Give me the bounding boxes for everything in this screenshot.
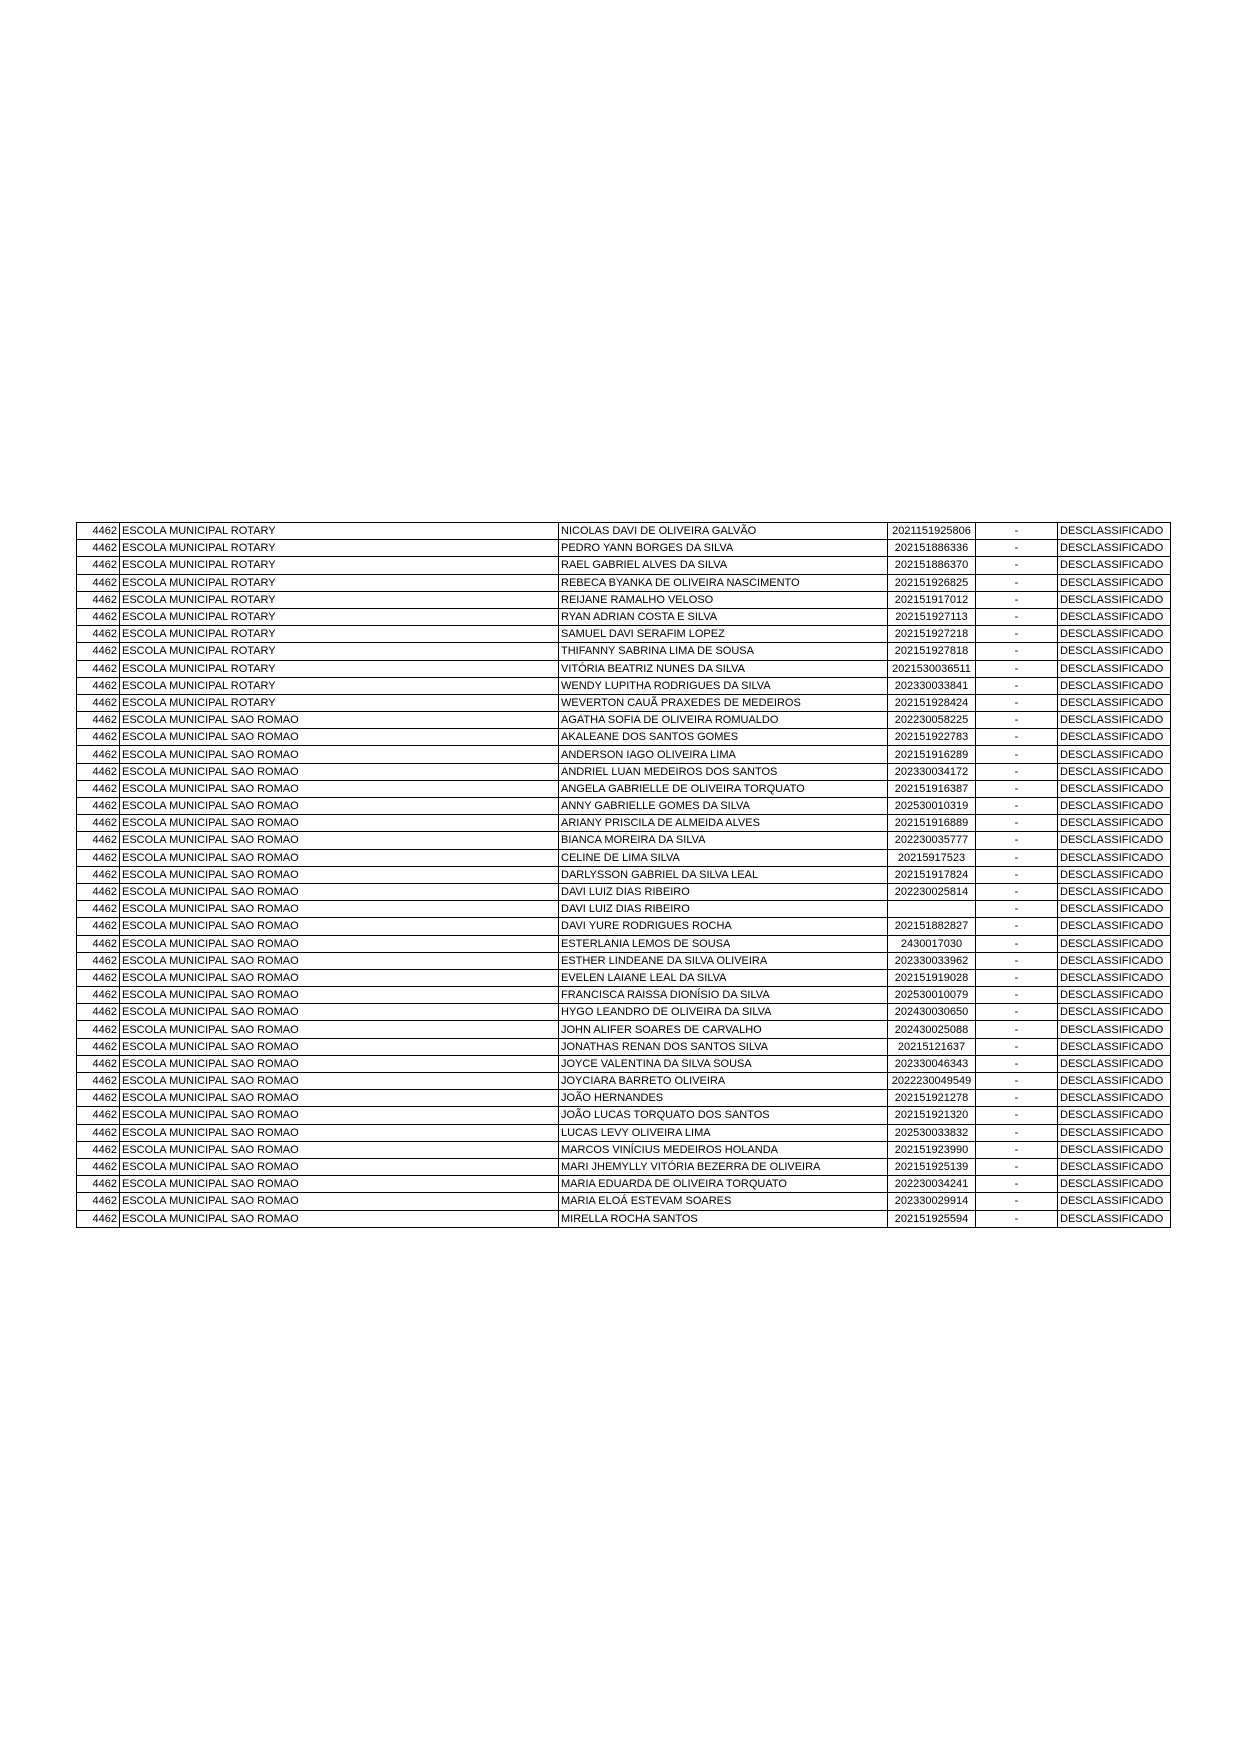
registration-cell: 202151882827: [888, 918, 976, 935]
student-name-cell: DARLYSSON GABRIEL DA SILVA LEAL: [559, 866, 888, 883]
status-cell: DESCLASSIFICADO: [1058, 746, 1171, 763]
school-name-cell: ESCOLA MUNICIPAL SAO ROMAO: [120, 1176, 559, 1193]
registration-cell: 202151927113: [888, 608, 976, 625]
school-name-cell: ESCOLA MUNICIPAL ROTARY: [120, 523, 559, 540]
school-code-cell: 4462: [77, 540, 120, 557]
student-name-cell: THIFANNY SABRINA LIMA DE SOUSA: [559, 643, 888, 660]
school-name-cell: ESCOLA MUNICIPAL SAO ROMAO: [120, 935, 559, 952]
registration-cell: 202151916289: [888, 746, 976, 763]
status-cell: DESCLASSIFICADO: [1058, 952, 1171, 969]
registration-cell: 202151886370: [888, 557, 976, 574]
registration-cell: 2021151925806: [888, 523, 976, 540]
status-cell: DESCLASSIFICADO: [1058, 1055, 1171, 1072]
status-cell: DESCLASSIFICADO: [1058, 694, 1171, 711]
school-name-cell: ESCOLA MUNICIPAL ROTARY: [120, 694, 559, 711]
score-cell: -: [976, 1090, 1058, 1107]
registration-cell: 202151923990: [888, 1141, 976, 1158]
status-cell: DESCLASSIFICADO: [1058, 660, 1171, 677]
student-name-cell: ARIANY PRISCILA DE ALMEIDA ALVES: [559, 815, 888, 832]
school-name-cell: ESCOLA MUNICIPAL SAO ROMAO: [120, 1055, 559, 1072]
school-code-cell: 4462: [77, 798, 120, 815]
school-name-cell: ESCOLA MUNICIPAL SAO ROMAO: [120, 832, 559, 849]
student-name-cell: ANNY GABRIELLE GOMES DA SILVA: [559, 798, 888, 815]
registration-cell: 202151927818: [888, 643, 976, 660]
student-name-cell: AKALEANE DOS SANTOS GOMES: [559, 729, 888, 746]
table-row: [77, 901, 1171, 918]
student-name-cell: RYAN ADRIAN COSTA E SILVA: [559, 608, 888, 625]
table-row: [77, 1158, 1171, 1175]
table-row: [77, 746, 1171, 763]
score-cell: -: [976, 626, 1058, 643]
status-cell: DESCLASSIFICADO: [1058, 712, 1171, 729]
status-cell: DESCLASSIFICADO: [1058, 540, 1171, 557]
student-name-cell: BIANCA MOREIRA DA SILVA: [559, 832, 888, 849]
school-code-cell: 4462: [77, 918, 120, 935]
school-name-cell: ESCOLA MUNICIPAL SAO ROMAO: [120, 780, 559, 797]
status-cell: DESCLASSIFICADO: [1058, 557, 1171, 574]
school-name-cell: ESCOLA MUNICIPAL SAO ROMAO: [120, 1124, 559, 1141]
score-cell: -: [976, 866, 1058, 883]
school-code-cell: 4462: [77, 677, 120, 694]
school-code-cell: 4462: [77, 987, 120, 1004]
table-row: [77, 1055, 1171, 1072]
student-name-cell: ESTHER LINDEANE DA SILVA OLIVEIRA: [559, 952, 888, 969]
student-name-cell: MARI JHEMYLLY VITÓRIA BEZERRA DE OLIVEIRA: [559, 1158, 888, 1175]
table-row: [77, 1073, 1171, 1090]
student-name-cell: WENDY LUPITHA RODRIGUES DA SILVA: [559, 677, 888, 694]
table-row: [77, 918, 1171, 935]
score-cell: -: [976, 523, 1058, 540]
table-row: [77, 1004, 1171, 1021]
table-row: [77, 1193, 1171, 1210]
status-cell: DESCLASSIFICADO: [1058, 901, 1171, 918]
school-name-cell: ESCOLA MUNICIPAL ROTARY: [120, 660, 559, 677]
school-code-cell: 4462: [77, 952, 120, 969]
school-code-cell: 4462: [77, 1124, 120, 1141]
score-cell: -: [976, 608, 1058, 625]
school-name-cell: ESCOLA MUNICIPAL SAO ROMAO: [120, 1090, 559, 1107]
school-code-cell: 4462: [77, 1090, 120, 1107]
student-name-cell: MARCOS VINÍCIUS MEDEIROS HOLANDA: [559, 1141, 888, 1158]
score-cell: -: [976, 1193, 1058, 1210]
score-cell: -: [976, 987, 1058, 1004]
score-cell: -: [976, 918, 1058, 935]
table-row: [77, 832, 1171, 849]
table-row: [77, 780, 1171, 797]
score-cell: -: [976, 849, 1058, 866]
registration-cell: 202330029914: [888, 1193, 976, 1210]
registration-cell: [888, 901, 976, 918]
status-cell: DESCLASSIFICADO: [1058, 1124, 1171, 1141]
school-code-cell: 4462: [77, 1038, 120, 1055]
status-cell: DESCLASSIFICADO: [1058, 832, 1171, 849]
status-cell: DESCLASSIFICADO: [1058, 1210, 1171, 1227]
score-cell: -: [976, 1038, 1058, 1055]
table-row: [77, 883, 1171, 900]
registration-cell: 202151919028: [888, 969, 976, 986]
student-name-cell: RAEL GABRIEL ALVES DA SILVA: [559, 557, 888, 574]
school-name-cell: ESCOLA MUNICIPAL ROTARY: [120, 591, 559, 608]
school-code-cell: 4462: [77, 523, 120, 540]
registration-cell: 202151928424: [888, 694, 976, 711]
score-cell: -: [976, 901, 1058, 918]
registration-cell: 202151922783: [888, 729, 976, 746]
score-cell: -: [976, 574, 1058, 591]
registration-cell: 202230034241: [888, 1176, 976, 1193]
registration-cell: 202151921278: [888, 1090, 976, 1107]
registration-cell: 202151925594: [888, 1210, 976, 1227]
school-name-cell: ESCOLA MUNICIPAL ROTARY: [120, 677, 559, 694]
score-cell: -: [976, 1073, 1058, 1090]
table-row: [77, 798, 1171, 815]
score-cell: -: [976, 1124, 1058, 1141]
status-cell: DESCLASSIFICADO: [1058, 849, 1171, 866]
school-name-cell: ESCOLA MUNICIPAL SAO ROMAO: [120, 1021, 559, 1038]
student-name-cell: JOYCIARA BARRETO OLIVEIRA: [559, 1073, 888, 1090]
table-row: [77, 677, 1171, 694]
registration-cell: 20215121637: [888, 1038, 976, 1055]
score-cell: -: [976, 694, 1058, 711]
student-name-cell: MARIA EDUARDA DE OLIVEIRA TORQUATO: [559, 1176, 888, 1193]
school-name-cell: ESCOLA MUNICIPAL SAO ROMAO: [120, 729, 559, 746]
student-name-cell: WEVERTON CAUÃ PRAXEDES DE MEDEIROS: [559, 694, 888, 711]
registration-cell: 202530010319: [888, 798, 976, 815]
school-code-cell: 4462: [77, 1158, 120, 1175]
table-row: [77, 608, 1171, 625]
school-code-cell: 4462: [77, 557, 120, 574]
registration-cell: 202151917012: [888, 591, 976, 608]
registration-cell: 202330033841: [888, 677, 976, 694]
school-name-cell: ESCOLA MUNICIPAL SAO ROMAO: [120, 969, 559, 986]
student-name-cell: JOÃO HERNANDES: [559, 1090, 888, 1107]
school-code-cell: 4462: [77, 883, 120, 900]
school-name-cell: ESCOLA MUNICIPAL SAO ROMAO: [120, 1107, 559, 1124]
score-cell: -: [976, 1176, 1058, 1193]
school-name-cell: ESCOLA MUNICIPAL SAO ROMAO: [120, 815, 559, 832]
table-row: [77, 849, 1171, 866]
school-code-cell: 4462: [77, 660, 120, 677]
score-cell: -: [976, 540, 1058, 557]
table-row: [77, 1141, 1171, 1158]
status-cell: DESCLASSIFICADO: [1058, 1176, 1171, 1193]
table-row: [77, 866, 1171, 883]
status-cell: DESCLASSIFICADO: [1058, 780, 1171, 797]
registration-cell: 2021530036511: [888, 660, 976, 677]
school-code-cell: 4462: [77, 746, 120, 763]
school-code-cell: 4462: [77, 1141, 120, 1158]
registration-cell: 202330034172: [888, 763, 976, 780]
status-cell: DESCLASSIFICADO: [1058, 1021, 1171, 1038]
table-row: [77, 591, 1171, 608]
registration-cell: 202151917824: [888, 866, 976, 883]
student-name-cell: JOÃO LUCAS TORQUATO DOS SANTOS: [559, 1107, 888, 1124]
school-name-cell: ESCOLA MUNICIPAL SAO ROMAO: [120, 849, 559, 866]
score-cell: -: [976, 1055, 1058, 1072]
score-cell: -: [976, 1021, 1058, 1038]
student-name-cell: EVELEN LAIANE LEAL DA SILVA: [559, 969, 888, 986]
registration-cell: 202530010079: [888, 987, 976, 1004]
student-name-cell: FRANCISCA RAISSA DIONÍSIO DA SILVA: [559, 987, 888, 1004]
school-code-cell: 4462: [77, 780, 120, 797]
status-cell: DESCLASSIFICADO: [1058, 626, 1171, 643]
table-row: [77, 712, 1171, 729]
status-cell: DESCLASSIFICADO: [1058, 763, 1171, 780]
school-code-cell: 4462: [77, 969, 120, 986]
results-table: [76, 522, 1171, 1228]
status-cell: DESCLASSIFICADO: [1058, 591, 1171, 608]
school-code-cell: 4462: [77, 1055, 120, 1072]
table-row: [77, 1176, 1171, 1193]
school-name-cell: ESCOLA MUNICIPAL SAO ROMAO: [120, 1073, 559, 1090]
school-code-cell: 4462: [77, 1004, 120, 1021]
student-name-cell: MIRELLA ROCHA SANTOS: [559, 1210, 888, 1227]
score-cell: -: [976, 952, 1058, 969]
school-code-cell: 4462: [77, 1176, 120, 1193]
score-cell: -: [976, 729, 1058, 746]
score-cell: -: [976, 763, 1058, 780]
registration-cell: 202330033962: [888, 952, 976, 969]
school-name-cell: ESCOLA MUNICIPAL ROTARY: [120, 608, 559, 625]
score-cell: -: [976, 935, 1058, 952]
student-name-cell: DAVI LUIZ DIAS RIBEIRO: [559, 901, 888, 918]
table-row: [77, 987, 1171, 1004]
score-cell: -: [976, 815, 1058, 832]
registration-cell: 202151927218: [888, 626, 976, 643]
school-name-cell: ESCOLA MUNICIPAL SAO ROMAO: [120, 763, 559, 780]
school-code-cell: 4462: [77, 643, 120, 660]
table-row: [77, 935, 1171, 952]
student-name-cell: PEDRO YANN BORGES DA SILVA: [559, 540, 888, 557]
school-code-cell: 4462: [77, 608, 120, 625]
school-code-cell: 4462: [77, 1193, 120, 1210]
status-cell: DESCLASSIFICADO: [1058, 866, 1171, 883]
registration-cell: 202151886336: [888, 540, 976, 557]
score-cell: -: [976, 798, 1058, 815]
score-cell: -: [976, 1004, 1058, 1021]
score-cell: -: [976, 832, 1058, 849]
score-cell: -: [976, 883, 1058, 900]
status-cell: DESCLASSIFICADO: [1058, 1038, 1171, 1055]
student-name-cell: JOHN ALIFER SOARES DE CARVALHO: [559, 1021, 888, 1038]
table-row: [77, 1210, 1171, 1227]
status-cell: DESCLASSIFICADO: [1058, 798, 1171, 815]
school-name-cell: ESCOLA MUNICIPAL SAO ROMAO: [120, 987, 559, 1004]
score-cell: -: [976, 1210, 1058, 1227]
student-name-cell: MARIA ELOÁ ESTEVAM SOARES: [559, 1193, 888, 1210]
student-name-cell: DAVI YURE RODRIGUES ROCHA: [559, 918, 888, 935]
school-code-cell: 4462: [77, 763, 120, 780]
school-name-cell: ESCOLA MUNICIPAL SAO ROMAO: [120, 918, 559, 935]
school-code-cell: 4462: [77, 729, 120, 746]
score-cell: -: [976, 1141, 1058, 1158]
school-code-cell: 4462: [77, 1073, 120, 1090]
student-name-cell: AGATHA SOFIA DE OLIVEIRA ROMUALDO: [559, 712, 888, 729]
status-cell: DESCLASSIFICADO: [1058, 1158, 1171, 1175]
status-cell: DESCLASSIFICADO: [1058, 987, 1171, 1004]
status-cell: DESCLASSIFICADO: [1058, 1107, 1171, 1124]
status-cell: DESCLASSIFICADO: [1058, 815, 1171, 832]
school-code-cell: 4462: [77, 935, 120, 952]
student-name-cell: ANGELA GABRIELLE DE OLIVEIRA TORQUATO: [559, 780, 888, 797]
table-row: [77, 815, 1171, 832]
table-row: [77, 574, 1171, 591]
status-cell: DESCLASSIFICADO: [1058, 883, 1171, 900]
school-code-cell: 4462: [77, 1021, 120, 1038]
student-name-cell: SAMUEL DAVI SERAFIM LOPEZ: [559, 626, 888, 643]
table-row: [77, 557, 1171, 574]
registration-cell: 202151916889: [888, 815, 976, 832]
student-name-cell: ANDERSON IAGO OLIVEIRA LIMA: [559, 746, 888, 763]
score-cell: -: [976, 643, 1058, 660]
school-name-cell: ESCOLA MUNICIPAL ROTARY: [120, 540, 559, 557]
registration-cell: 2430017030: [888, 935, 976, 952]
table-row: [77, 729, 1171, 746]
school-code-cell: 4462: [77, 626, 120, 643]
registration-cell: 202430025088: [888, 1021, 976, 1038]
status-cell: DESCLASSIFICADO: [1058, 523, 1171, 540]
school-name-cell: ESCOLA MUNICIPAL ROTARY: [120, 574, 559, 591]
status-cell: DESCLASSIFICADO: [1058, 935, 1171, 952]
student-name-cell: LUCAS LEVY OLIVEIRA LIMA: [559, 1124, 888, 1141]
school-name-cell: ESCOLA MUNICIPAL SAO ROMAO: [120, 952, 559, 969]
table-row: [77, 694, 1171, 711]
school-code-cell: 4462: [77, 832, 120, 849]
student-name-cell: NICOLAS DAVI DE OLIVEIRA GALVÃO: [559, 523, 888, 540]
table-body: [77, 523, 1171, 1228]
school-code-cell: 4462: [77, 591, 120, 608]
registration-cell: 202530033832: [888, 1124, 976, 1141]
school-name-cell: ESCOLA MUNICIPAL SAO ROMAO: [120, 798, 559, 815]
score-cell: -: [976, 746, 1058, 763]
registration-cell: 202151926825: [888, 574, 976, 591]
status-cell: DESCLASSIFICADO: [1058, 918, 1171, 935]
table-row: [77, 1021, 1171, 1038]
school-name-cell: ESCOLA MUNICIPAL SAO ROMAO: [120, 712, 559, 729]
school-code-cell: 4462: [77, 694, 120, 711]
table-row: [77, 540, 1171, 557]
status-cell: DESCLASSIFICADO: [1058, 608, 1171, 625]
school-name-cell: ESCOLA MUNICIPAL SAO ROMAO: [120, 1141, 559, 1158]
registration-cell: 2022230049549: [888, 1073, 976, 1090]
registration-cell: 202151916387: [888, 780, 976, 797]
school-name-cell: ESCOLA MUNICIPAL ROTARY: [120, 643, 559, 660]
score-cell: -: [976, 780, 1058, 797]
student-name-cell: ANDRIEL LUAN MEDEIROS DOS SANTOS: [559, 763, 888, 780]
student-name-cell: JONATHAS RENAN DOS SANTOS SILVA: [559, 1038, 888, 1055]
student-name-cell: JOYCE VALENTINA DA SILVA SOUSA: [559, 1055, 888, 1072]
school-name-cell: ESCOLA MUNICIPAL SAO ROMAO: [120, 1158, 559, 1175]
status-cell: DESCLASSIFICADO: [1058, 1073, 1171, 1090]
registration-cell: 202230058225: [888, 712, 976, 729]
school-name-cell: ESCOLA MUNICIPAL SAO ROMAO: [120, 746, 559, 763]
status-cell: DESCLASSIFICADO: [1058, 729, 1171, 746]
score-cell: -: [976, 591, 1058, 608]
school-name-cell: ESCOLA MUNICIPAL ROTARY: [120, 557, 559, 574]
registration-cell: 20215917523: [888, 849, 976, 866]
school-code-cell: 4462: [77, 712, 120, 729]
score-cell: -: [976, 712, 1058, 729]
registration-cell: 202230035777: [888, 832, 976, 849]
student-name-cell: REIJANE RAMALHO VELOSO: [559, 591, 888, 608]
status-cell: DESCLASSIFICADO: [1058, 969, 1171, 986]
status-cell: DESCLASSIFICADO: [1058, 677, 1171, 694]
school-name-cell: ESCOLA MUNICIPAL SAO ROMAO: [120, 901, 559, 918]
score-cell: -: [976, 1107, 1058, 1124]
student-name-cell: REBECA BYANKA DE OLIVEIRA NASCIMENTO: [559, 574, 888, 591]
registration-cell: 202151925139: [888, 1158, 976, 1175]
registration-cell: 202151921320: [888, 1107, 976, 1124]
school-name-cell: ESCOLA MUNICIPAL SAO ROMAO: [120, 883, 559, 900]
score-cell: -: [976, 677, 1058, 694]
status-cell: DESCLASSIFICADO: [1058, 1141, 1171, 1158]
table-row: [77, 643, 1171, 660]
school-name-cell: ESCOLA MUNICIPAL SAO ROMAO: [120, 1210, 559, 1227]
registration-cell: 202230025814: [888, 883, 976, 900]
status-cell: DESCLASSIFICADO: [1058, 1004, 1171, 1021]
score-cell: -: [976, 557, 1058, 574]
school-code-cell: 4462: [77, 815, 120, 832]
table-row: [77, 1090, 1171, 1107]
table-row: [77, 1038, 1171, 1055]
school-code-cell: 4462: [77, 574, 120, 591]
status-cell: DESCLASSIFICADO: [1058, 1193, 1171, 1210]
school-name-cell: ESCOLA MUNICIPAL ROTARY: [120, 626, 559, 643]
student-name-cell: ESTERLANIA LEMOS DE SOUSA: [559, 935, 888, 952]
student-name-cell: CELINE DE LIMA SILVA: [559, 849, 888, 866]
school-name-cell: ESCOLA MUNICIPAL SAO ROMAO: [120, 866, 559, 883]
school-code-cell: 4462: [77, 866, 120, 883]
status-cell: DESCLASSIFICADO: [1058, 643, 1171, 660]
school-code-cell: 4462: [77, 849, 120, 866]
table-row: [77, 523, 1171, 540]
table-row: [77, 1107, 1171, 1124]
school-code-cell: 4462: [77, 1210, 120, 1227]
table-row: [77, 952, 1171, 969]
table-row: [77, 1124, 1171, 1141]
school-name-cell: ESCOLA MUNICIPAL SAO ROMAO: [120, 1193, 559, 1210]
status-cell: DESCLASSIFICADO: [1058, 1090, 1171, 1107]
table-row: [77, 660, 1171, 677]
school-code-cell: 4462: [77, 1107, 120, 1124]
registration-cell: 202430030650: [888, 1004, 976, 1021]
school-code-cell: 4462: [77, 901, 120, 918]
registration-cell: 202330046343: [888, 1055, 976, 1072]
student-name-cell: VITÓRIA BEATRIZ NUNES DA SILVA: [559, 660, 888, 677]
table-row: [77, 969, 1171, 986]
school-name-cell: ESCOLA MUNICIPAL SAO ROMAO: [120, 1004, 559, 1021]
status-cell: DESCLASSIFICADO: [1058, 574, 1171, 591]
student-name-cell: DAVI LUIZ DIAS RIBEIRO: [559, 883, 888, 900]
table-row: [77, 763, 1171, 780]
school-name-cell: ESCOLA MUNICIPAL SAO ROMAO: [120, 1038, 559, 1055]
score-cell: -: [976, 969, 1058, 986]
table-row: [77, 626, 1171, 643]
score-cell: -: [976, 1158, 1058, 1175]
student-name-cell: HYGO LEANDRO DE OLIVEIRA DA SILVA: [559, 1004, 888, 1021]
score-cell: -: [976, 660, 1058, 677]
